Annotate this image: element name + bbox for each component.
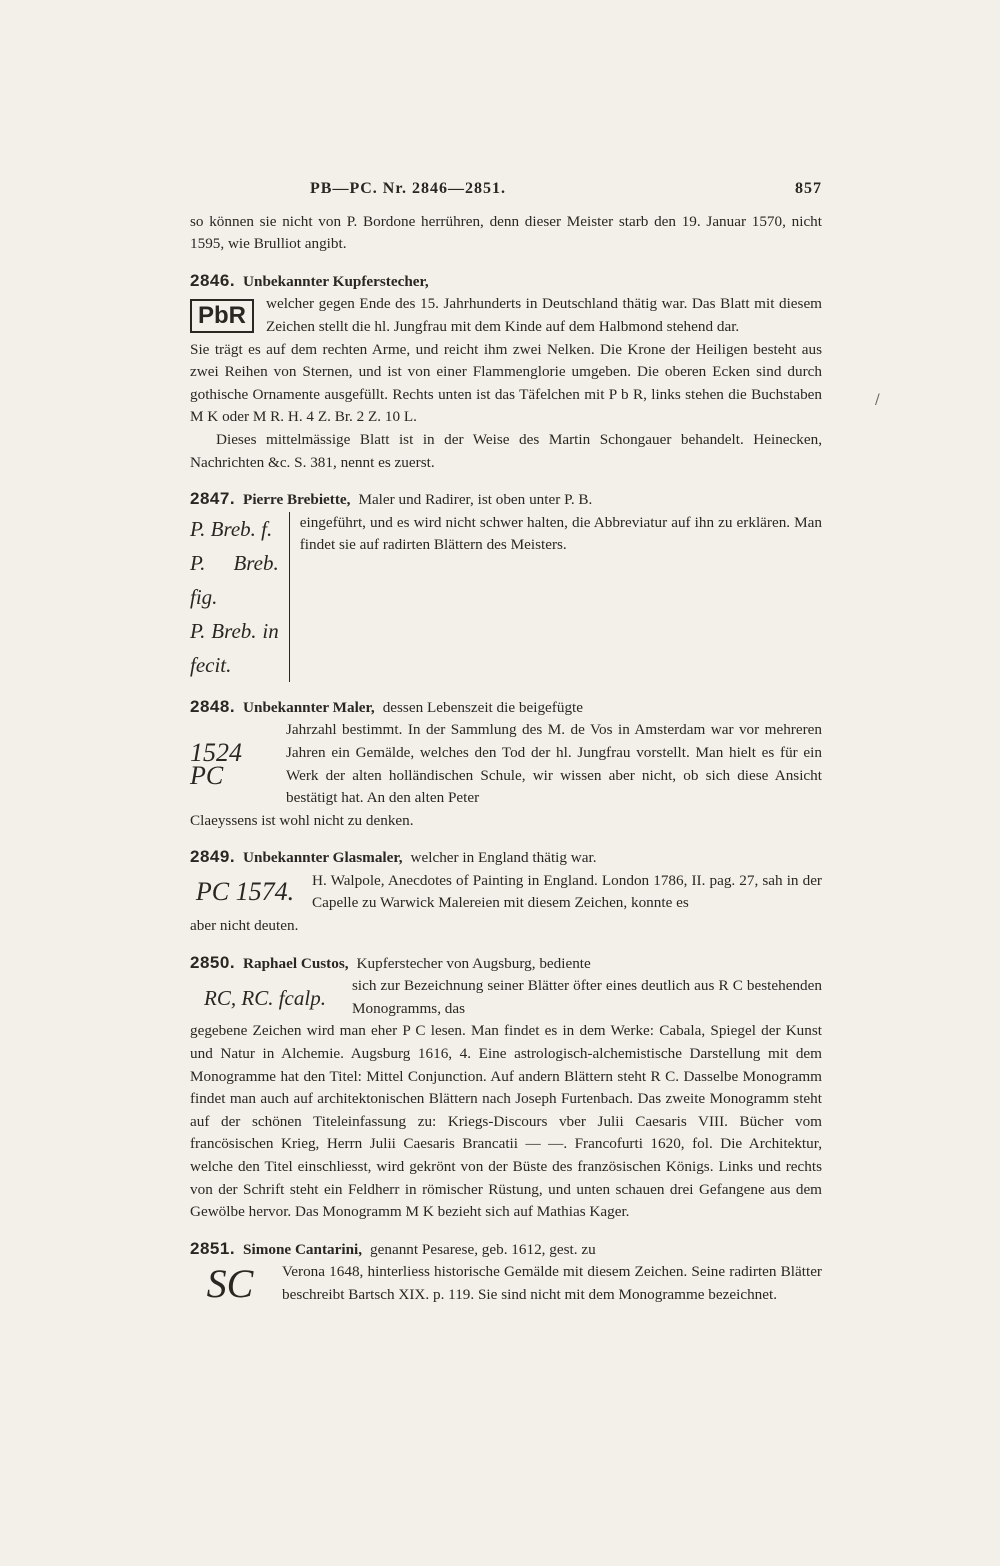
entry-2848 <box>190 696 822 833</box>
entry-text-lead: dessen Lebenszeit die beigefügte <box>382 698 583 716</box>
entry-paragraph: Dieses mittelmässige Blatt ist in der Weise des Martin Schongauer behandelt. Heinecken, Nachrichten &c. S. 381, nennt es zuerst. <box>190 430 822 471</box>
entry-number: 2851. <box>190 1238 236 1258</box>
monogram-image <box>190 719 274 809</box>
entry-heading <box>190 270 822 294</box>
abbreviation-item: P. Breb. fig. <box>190 550 279 609</box>
abbreviation-group <box>190 512 822 682</box>
entry-text: welcher gegen Ende des 15. Jahrhunderts in Deutschland thätig war. Das Blatt mit diesem Zeichen stellt die hl. Jungfrau mit dem Kinde auf dem Halbmond stehend dar. <box>266 295 822 335</box>
entry-text-lead: welcher in England thätig war. <box>410 849 597 867</box>
entry-continuation: Sie trägt es auf dem rechten Arme, und reicht ihm zwei Nelken. Die Krone der Heiligen besteht aus zwei Reihen von Sternen, und ist von einer Flammenglorie umgeben. Die oberen Ecken sind durch gothische Ornamente ausgefüllt. Rechts unten ist das Täfelchen mit P b R, links stehen die Buchstaben M K oder M R. H. 4 Z. Br. 2 Z. 10 L. <box>190 340 822 426</box>
entry-number: 2846. <box>190 270 236 290</box>
monogram-pc-1574: PC 1574. <box>195 877 295 907</box>
entry-text-lead: Kupferstecher von Augsburg, bediente <box>356 954 591 972</box>
entry-text: Verona 1648, hinterliess historische Gemälde mit diesem Zeichen. Seine radirten Blätter beschreibt Bartsch XIX. p. 119. Sie sind nicht mit dem Monogramme bezeichnet. <box>282 1263 822 1303</box>
entry-heading <box>190 952 822 976</box>
entry-body <box>190 870 822 915</box>
monogram-sc: SC <box>206 1260 254 1306</box>
entry-body <box>190 1261 822 1306</box>
entry-body <box>190 975 822 1020</box>
monogram-image <box>190 870 300 915</box>
monogram-image <box>190 293 254 338</box>
entry-text: H. Walpole, Anecdotes of Painting in England. London 1786, II. pag. 27, sah in der Capelle zu Warwick Malereien mit diesem Zeichen, konnte es <box>312 871 822 912</box>
entry-name: Simone Cantarini, <box>243 1240 363 1258</box>
entry-name: Unbekannter Glasmaler, <box>243 849 403 867</box>
entry-name: Unbekannter Maler, <box>243 698 375 716</box>
monogram-rc-fcalp: RC, RC. fcalp. <box>204 985 326 1010</box>
monogram-image <box>190 975 340 1020</box>
entry-2846 <box>190 270 822 474</box>
abbreviation-item: P. Breb. in fecit. <box>190 618 279 677</box>
entry-heading <box>190 846 822 870</box>
abbreviation-list <box>190 512 290 682</box>
entry-heading <box>190 1238 822 1262</box>
entry-text: eingeführt, und es wird nicht schwer halten, die Abbreviatur auf ihn zu erklären. Man findet sie auf radirten Blättern des Meisters. <box>299 513 822 554</box>
entry-heading <box>190 488 822 512</box>
entry-2849 <box>190 846 822 937</box>
entry-2851 <box>190 1238 822 1307</box>
entry-name: Raphael Custos, <box>243 954 349 972</box>
entry-name: Unbekannter Kupferstecher, <box>243 272 429 290</box>
entry-text-lead: genannt Pesarese, geb. 1612, gest. zu <box>370 1240 596 1258</box>
entry-2850 <box>190 952 822 1224</box>
entry-continuation: Claeyssens ist wohl nicht zu denken. <box>190 811 414 829</box>
entry-heading <box>190 696 822 720</box>
margin-mark: / <box>875 392 880 408</box>
text-block <box>190 178 822 1307</box>
entry-number: 2849. <box>190 847 236 867</box>
page-number: 857 <box>795 180 822 197</box>
monogram-1524-pc: 1524 PC <box>190 737 242 790</box>
intro-paragraph: so können sie nicht von P. Bordone herrühren, denn dieser Meister starb den 19. Januar 1570, nicht 1595, wie Brulliot angibt. <box>190 212 822 253</box>
running-title: PB—PC. Nr. 2846—2851. <box>310 180 506 197</box>
entry-number: 2848. <box>190 696 236 716</box>
entry-body <box>190 293 822 338</box>
entry-text: Jahrzahl bestimmt. In der Sammlung des M. de Vos in Amsterdam war vor mehreren Jahren ein Gemälde, welches den Tod der hl. Jungfrau vorstellt. Man hielt es für ein Werk der alten holländischen Schule, wir wissen aber nicht, ob sich diese Ansicht bestätigt hat. An den alten Peter <box>286 721 822 807</box>
entry-number: 2850. <box>190 952 236 972</box>
monogram-pbr: PbR <box>190 299 254 333</box>
abbreviation-item: P. Breb. f. <box>190 516 273 541</box>
entry-continuation: gegebene Zeichen wird man eher P C lesen. Man findet es in dem Werke: Cabala, Spiegel der Kunst und Natur in Alchemie. Augsburg 1616, 4. Eine astrologisch-alchemistische Darstellung mit dem Monogramme hat den Titel: Mittel Conjunction. Auf andern Blättern steht R C. Dasselbe Monogramm findet man auch auf architektonischen Blättern nach Joseph Furtenbach. Das zweite Monogramm steht auf der schönen Titeleinfassung zu: Kriegs-Discours vber Julii Caesaris VIII. Bücher vom francösischen Krieg, Herrn Julii Caesaris Brancatii — —. Francofurti 1620, fol. Die Architektur, welche den Titel einschliesst, wird gekrönt von der Büste des französischen Königs. Links und rechts von der Schrift steht ein Feldherr in römischer Rüstung, und unten schauen drei Gefangene aus dem Gewölbe hervor. Das Monogramm M K bezieht sich auf Mathias Kager. <box>190 1022 822 1221</box>
entry-body <box>190 719 822 809</box>
entry-name: Pierre Brebiette, <box>243 491 351 509</box>
entry-continuation: aber nicht deuten. <box>190 917 299 935</box>
entry-text: sich zur Bezeichnung seiner Blätter öfter eines deutlich aus R C bestehenden Monogramms, das <box>352 977 822 1017</box>
entry-2847 <box>190 488 822 682</box>
entry-text-lead: Maler und Radirer, ist oben unter P. B. <box>358 491 593 509</box>
running-header <box>190 178 822 201</box>
monogram-image <box>190 1261 270 1306</box>
entry-number: 2847. <box>190 489 236 509</box>
